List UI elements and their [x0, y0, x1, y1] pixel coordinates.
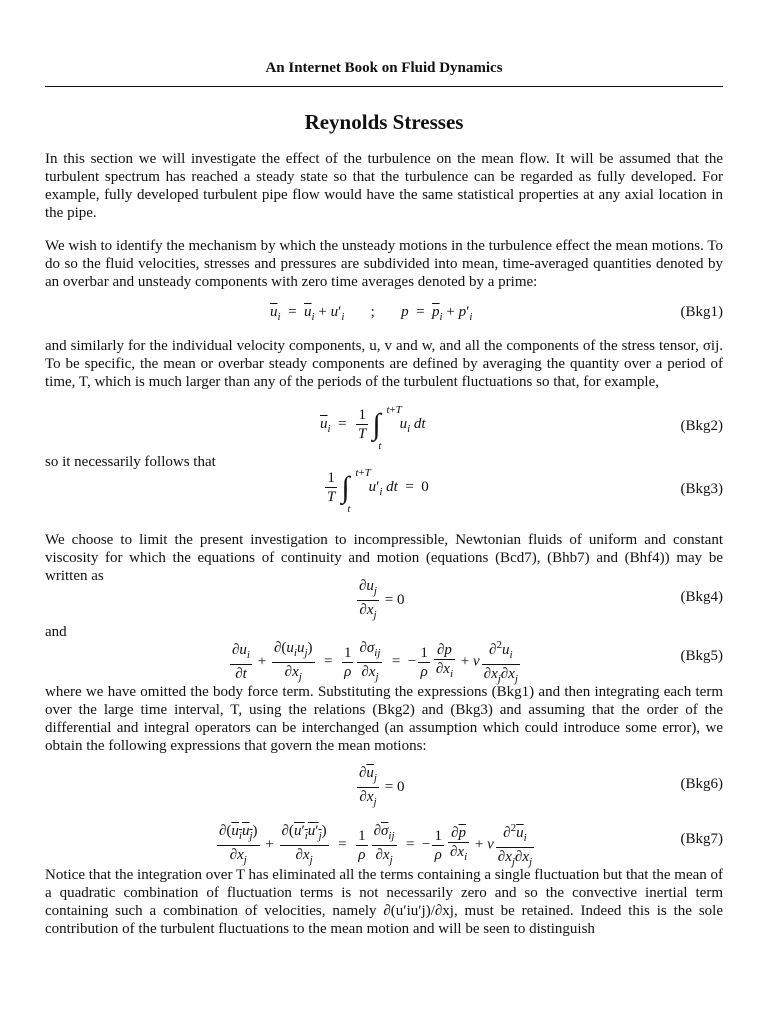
equation-tag: (Bkg1)	[680, 304, 723, 320]
equation-bkg1	[45, 304, 723, 334]
paragraph-intro: In this section we will investigate the effect of the turbulence on the mean flow. It will be assumed that the turbulent spectrum has reached a steady state so that the turbulence can be regarded as fully developed. For example, fully developed turbulent pipe flow would have the same statistical properties at any axial location in the pipe.	[45, 151, 723, 221]
equation-bkg2	[45, 403, 723, 452]
equation-bkg7	[45, 822, 723, 868]
running-header: An Internet Book on Fluid Dynamics	[265, 60, 503, 76]
equation-bkg4-body: $\frac{\partial u_j}{\partial x_j}$ = 0	[359, 578, 405, 621]
equation-tag: (Bkg3)	[680, 481, 723, 497]
equation-tag: (Bkg4)	[680, 589, 723, 605]
equation-bkg3	[45, 466, 723, 515]
paragraph-notice: Notice that the integration over T has eliminated all the terms containing a single fluctuation but that the mean of a quadratic combination of fluctuation terms is not necessarily zero and so the convective inertial term containing such a combination of velocities, namely ∂(u′iu′j)/∂xj, must be retained. Indeed this is the sole contribution of the turbulent fluctuations to the mean motion and will be seen to distinguish	[45, 867, 724, 937]
equation-tag: (Bkg2)	[680, 418, 723, 434]
header-rule	[45, 86, 723, 87]
paragraph-mechanism: We wish to identify the mechanism by which the unsteady motions in the turbulence effect the mean motions. To do so the fluid velocities, stresses and pressures are subdivided into mean, time-averaged quantities denoted by an overbar and unsteady components with zero time averages denoted by a prime:	[45, 238, 723, 290]
paragraph-and: and	[45, 624, 67, 640]
equation-bkg6-body: $\frac{\partial\overline{u}_j}{\partial x_j}$ = 0	[359, 765, 405, 808]
equation-bkg5-body: $\frac{\partial u_i}{\partial t}$ + $\frac{\partial(u_iu_j)}{\partial x_j}$ = $\frac{1}{\rho}$ $\frac{\partial\sigma_{ij}}{\partial x_j}$ = − $\frac{1}{\rho}$ $\frac{\partial p}{\partial x_i}$ + ν $\frac{\partial^2u_i}{\partial x_j\partial x_j}$	[228, 636, 522, 688]
equation-bkg4	[45, 578, 723, 621]
paragraph-follows: so it necessarily follows that	[45, 454, 216, 470]
equation-bkg1-body: $\overline{u}_i = \overline{u}_i + u'_i$ ; $p = \overline{p}_i + p'_i$	[270, 304, 473, 323]
equation-bkg5	[45, 639, 723, 685]
equation-tag: (Bkg6)	[680, 776, 723, 792]
paragraph-velocity-components: and similarly for the individual velocity components, u, v and w, and all the components of the stress tensor, σij. To be specific, the mean or overbar steady components are defined by averaging the quantity over a period of time, T, which is much larger than any of the periods of the turbulent fluctuations so that, for example,	[45, 338, 723, 390]
equation-bkg7-body: $\frac{\partial(u_iu_j)}{\partial x_j}$ + $\frac{\partial(u'_iu'_j)}{\partial x_j}$ = $\frac{1}{\rho}$ $\frac{\partial\overline{\sigma}_{ij}}{\partial x_j}$ = − $\frac{1}{\rho}$ $\frac{\partial\overline{p}}{\partial x_i}$ + ν $\frac{\partial^2\overline{u}_i}{\partial x_j\partial x_j}$	[215, 819, 536, 871]
equation-bkg2-body: $\overline{u}_i$ = $\frac{1}{T}$ ∫ t+T t $u_i$ dt	[320, 403, 426, 452]
paragraph-substituting: where we have omitted the body force term. Substituting the expressions (Bkg1) and then integrating each term over the large time interval, T, using the relations (Bkg2) and (Bkg3) and assuming that the order of the differential and integral operators can be interchanged (an assumption which could introduce some error), we obtain the following expressions that govern the mean motions:	[45, 684, 723, 754]
equation-tag: (Bkg7)	[680, 831, 723, 847]
equation-tag: (Bkg5)	[680, 648, 723, 664]
paragraph-incompressible: We choose to limit the present investigation to incompressible, Newtonian fluids of uniform and constant viscosity for which the equations of continuity and motion (equations (Bcd7), (Bhb7) and (Bhf4)) may be written as	[45, 532, 723, 584]
equation-bkg6	[45, 765, 723, 808]
section-title: Reynolds Stresses	[304, 110, 464, 134]
equation-bkg3-body: $\frac{1}{T}$ ∫ t+T t $u'_i$ dt = 0	[327, 466, 429, 515]
